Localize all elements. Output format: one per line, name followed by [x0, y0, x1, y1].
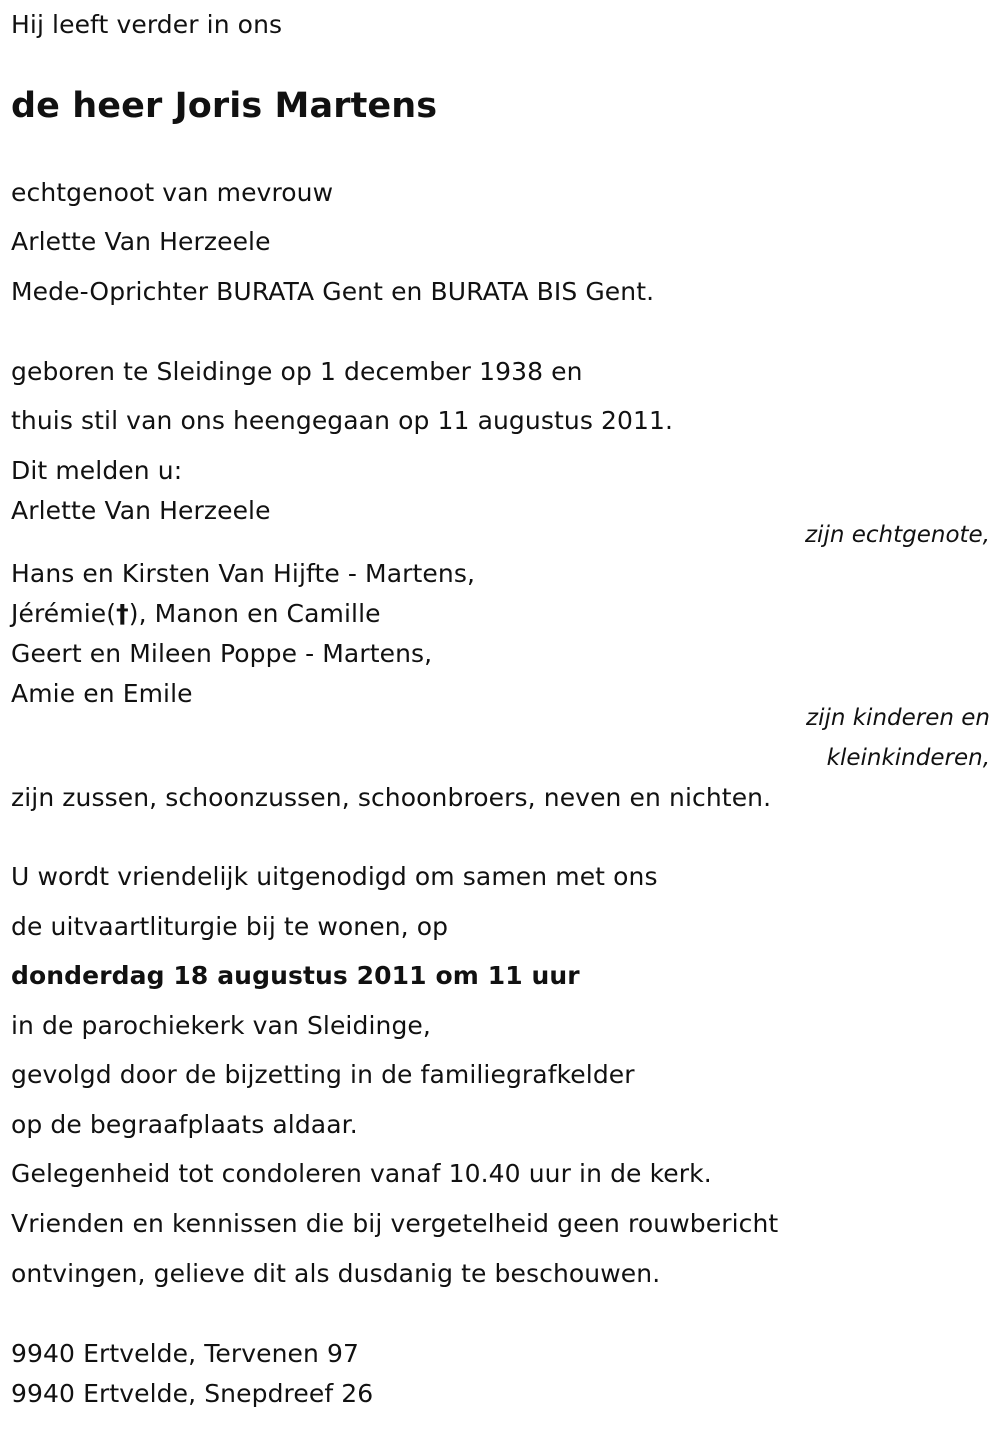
spouse-relation: zijn echtgenote, [804, 522, 990, 548]
siblings-line: zijn zussen, schoonzussen, schoonbroers, neven en nichten. [11, 783, 772, 812]
children-relation-1: zijn kinderen en [806, 705, 990, 731]
address-line-2: 9940 Ertvelde, Snepdreef 26 [11, 1379, 374, 1408]
invitation-line-2: de uitvaartliturgie bij te wonen, op [11, 912, 449, 941]
spouse-name: Arlette Van Herzeele [11, 227, 271, 256]
notice-line-2: ontvingen, gelieve dit als dusdanig te beschouwen. [11, 1259, 661, 1288]
condolences-line: Gelegenheid tot condoleren vanaf 10.40 uur in de kerk. [11, 1159, 712, 1188]
children-line-3: Geert en Mileen Poppe - Martens, [11, 639, 433, 668]
invitation-line-1: U wordt vriendelijk uitgenodigd om samen met ons [11, 862, 658, 891]
deceased-name: de heer Joris Martens [11, 86, 438, 126]
children-line-2 [11, 599, 381, 629]
death-line: thuis stil van ons heengegaan op 11 augustus 2011. [11, 406, 674, 435]
role-line: Mede-Oprichter BURATA Gent en BURATA BIS Gent. [11, 277, 655, 306]
service-datetime: donderdag 18 augustus 2011 om 11 uur [11, 961, 580, 990]
children-relation-2: kleinkinderen, [826, 745, 990, 771]
spouse-intro: echtgenoot van mevrouw [11, 178, 334, 207]
children-line-4: Amie en Emile [11, 679, 193, 708]
announce-intro: Dit melden u: [11, 456, 183, 485]
children-line-2-after: ), Manon en Camille [128, 599, 381, 628]
birth-line: geboren te Sleidinge op 1 december 1938 en [11, 357, 583, 386]
cross-icon: † [116, 599, 129, 628]
location-line-1: in de parochiekerk van Sleidinge, [11, 1011, 431, 1040]
announcer-spouse: Arlette Van Herzeele [11, 496, 271, 525]
location-line-2: gevolgd door de bijzetting in de familiegrafkelder [11, 1060, 635, 1089]
children-line-2-before: Jérémie( [11, 599, 117, 628]
address-line-1: 9940 Ertvelde, Tervenen 97 [11, 1339, 359, 1368]
notice-line-1: Vrienden en kennissen die bij vergetelheid geen rouwbericht [11, 1209, 779, 1238]
opening-line: Hij leeft verder in ons [11, 10, 283, 39]
location-line-3: op de begraafplaats aldaar. [11, 1110, 358, 1139]
children-line-1: Hans en Kirsten Van Hijfte - Martens, [11, 559, 476, 588]
